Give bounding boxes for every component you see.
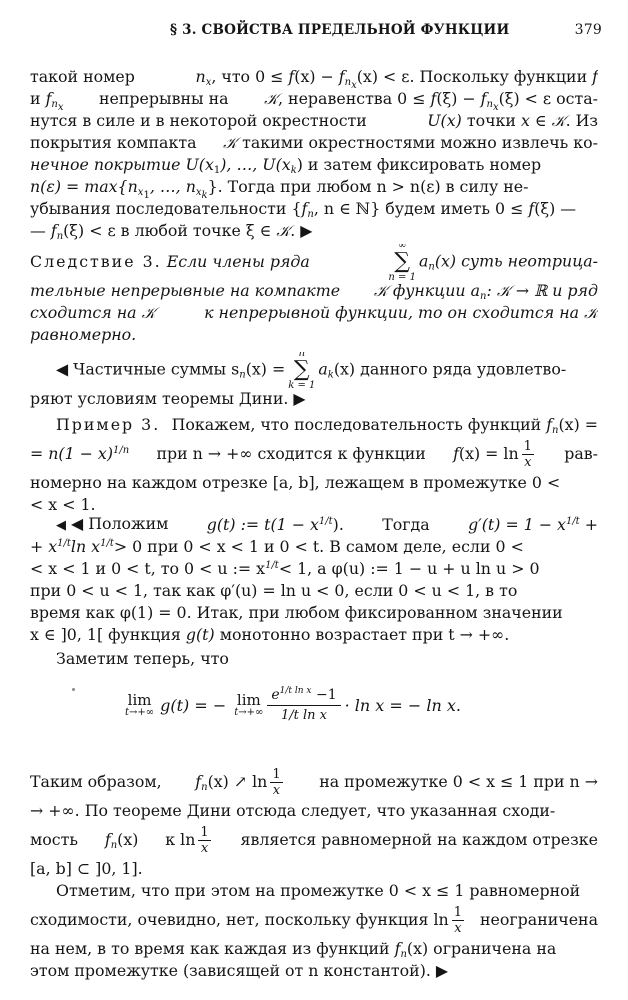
sum-symbol: n ∑ k = 1 [288, 352, 316, 388]
fraction: $\frac{1}{x}$ [523, 438, 532, 470]
example-label: Пример 3. [56, 415, 161, 434]
text-line: и $f_{n_x}$ непрерывны на 𝒦, неравенства $0 \le f(\xi) - f_{n_x}(\xi) < \varepsilon$ оста- [30, 89, 598, 110]
text-line: такой номер $n_x$, что $0 \le f(x) - f_{n_x}(x) < \varepsilon$. Поскольку функции f [30, 67, 598, 88]
display-formula: lim t→+∞ g(t) = − lim t→+∞ $e^{1/t ln x} -1$ 1/t ln x · ln x = − ln x. [125, 686, 461, 723]
text-line: [a, b] ⊂ ]0, 1]. [30, 859, 143, 878]
paragraph-3 [30, 880, 598, 982]
print-speck [72, 688, 75, 691]
example-3 [30, 414, 598, 516]
paragraph-2 [30, 764, 598, 880]
proof-2 [30, 514, 598, 646]
text-line: — $f_n(\xi) < \varepsilon$ в любой точке ξ ∈ 𝒦. ▶ [30, 221, 313, 242]
text-line: ◀ Частичные суммы $s_n(x)$ = n ∑ k = 1 $a_k(x)$ данного ряда удовлетво- [30, 352, 598, 388]
text-line: убывания последовательности {$f_n$, n ∈ ℕ} будем иметь 0 ≤ f(ξ) — [30, 199, 577, 220]
limit-fraction: $e^{1/t ln x} -1$ 1/t ln x [267, 688, 340, 722]
text-line: равномерно. [30, 325, 137, 344]
text-line: < x < 1. [30, 495, 96, 514]
text-line: → +∞. По теореме Дини отсюда следует, что указанная сходи- [30, 801, 556, 820]
text-line: Отметим, что при этом на промежутке 0 < x ≤ 1 равномерной [56, 881, 581, 900]
proof-1 [30, 352, 598, 410]
text-line: x ∈ ]0, 1[ функция g(t) монотонно возрастает при t → +∞. [30, 625, 510, 644]
text-line: тельные непрерывные на компакте 𝒦 функции $a_n$: 𝒦 → ℝ и ряд [30, 281, 598, 302]
text-line: ◀ ◀ Положим g(t) := $t(1 - x^{1/t})$. Тогда $g'(t) = 1 - x^{1/t}$ + [56, 514, 598, 534]
note-line: Заметим теперь, что [56, 649, 229, 668]
text-line: Пример 3. Покажем, что последовательность функций $f_n(x)$ = [56, 415, 598, 436]
text-line: время как φ(1) = 0. Итак, при любом фиксированном значении [30, 603, 563, 622]
text-line: Следствие 3. Если члены ряда ∞ ∑ n = 1 $a_n(x)$ суть неотрица- [30, 244, 598, 280]
text-line: нутся в силе и в некоторой окрестности U(x) точки x ∈ 𝒦. Из [30, 111, 598, 130]
paragraph-1 [30, 66, 598, 242]
text-line: при 0 < u < 1, так как φ′(u) = ln u < 0, если 0 < u < 1, в то [30, 581, 518, 600]
text-line: этом промежутке (зависящей от n константой). ▶ [30, 961, 449, 980]
corollary-3 [30, 244, 598, 346]
text-line: нечное покрытие $U(x_1)$, …, $U(x_k)$ и затем фиксировать номер [30, 155, 542, 176]
text-line: $n(\varepsilon) = \max\{n_{x_1}$, …, $n_{x_k}$}. Тогда при любом n > n(ε) в силу не- [30, 177, 529, 198]
text-line: покрытия компакта 𝒦 такими окрестностями можно извлечь ко- [30, 133, 598, 152]
text-line: ряют условиям теоремы Дини. ▶ [30, 389, 306, 408]
text-line: + $x^{1/t}\ln$ $x^{1/t}> 0$ при 0 < x < 1 и 0 < t. В самом деле, если 0 < [30, 537, 524, 556]
sum-symbol: ∞ ∑ n = 1 [388, 244, 416, 280]
limit-operator: lim t→+∞ [234, 690, 264, 718]
page-number: 379 [574, 22, 602, 38]
text-line: Таким образом, $f_n(x)$ ↗ ln $\frac{1}{x}$ на промежутке 0 < x ≤ 1 при n → [30, 766, 598, 798]
text-line: на нем, в то время как каждая из функций $f_n(x)$ ограничена на [30, 939, 557, 960]
limit-operator: lim t→+∞ [125, 690, 155, 718]
running-header-title: § 3. СВОЙСТВА ПРЕДЕЛЬНОЙ ФУНКЦИИ [170, 22, 510, 38]
corollary-label: Следствие 3. [30, 252, 162, 271]
text-line: номерно на каждом отрезке [a, b], лежащем в промежутке 0 < [30, 473, 561, 492]
text-line: сходимости, очевидно, нет, поскольку функция ln $\frac{1}{x}$ неограничена [30, 904, 598, 936]
text-line: < x < 1 и 0 < t, то 0 < u := $x^{1/t}< 1$, а φ(u) := 1 − u + u ln u > 0 [30, 559, 540, 578]
text-line: сходится на 𝒦 к непрерывной функции, то он сходится на 𝒦 [30, 303, 598, 322]
text-line: = $n(1 - x)^{1/n}$ при n → +∞ сходится к функции f(x) = ln $\frac{1}{x}$ рав- [30, 438, 598, 470]
text-line: мость $f_n(x)$ к ln $\frac{1}{x}$ является равномерной на каждом отрезке [30, 824, 598, 856]
